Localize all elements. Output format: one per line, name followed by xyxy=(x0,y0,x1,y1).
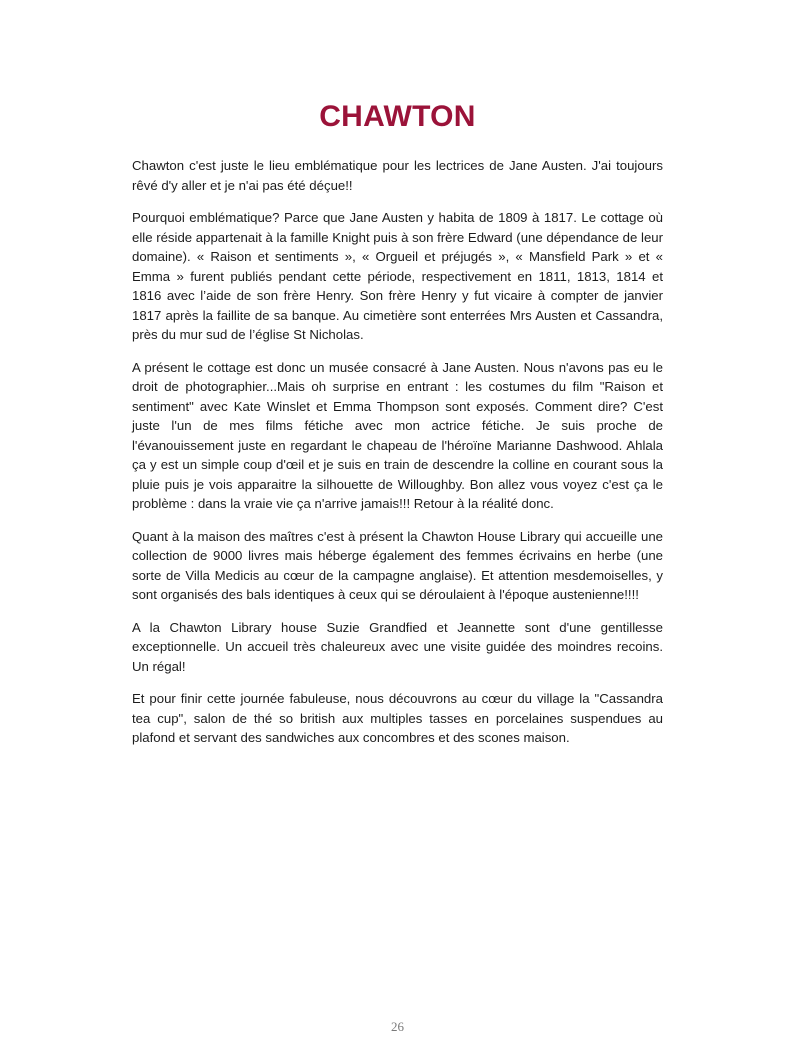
page-number: 26 xyxy=(391,1019,404,1034)
article-body xyxy=(132,156,663,761)
paragraph-tea-cup: Et pour finir cette journée fabuleuse, nous découvrons au cœur du village la "Cassandra tea cup", salon de thé so british aux multiples tasses en porcelaines suspendues au plafond et servant des sandwiches aux concombres et des scones maison. xyxy=(132,691,663,745)
paragraph-intro: Chawton c'est juste le lieu emblématique pour les lectrices de Jane Austen. J'ai toujours rêvé d'y aller et je n'ai pas été déçue!! xyxy=(132,158,663,193)
paragraph-house-library: Quant à la maison des maîtres c'est à présent la Chawton House Library qui accueille une collection de 9000 livres mais héberge également des femmes écrivains en herbe (une sorte de Villa Medicis au cœur de la campagne anglaise). Et attention mesdemoiselles, y sont organisés des bals identiques à ceux qui se déroulaient à l'époque austenienne!!!! xyxy=(132,528,663,602)
paragraph-history: Pourquoi emblématique? Parce que Jane Austen y habita de 1809 à 1817. Le cottage où elle réside appartenait à la famille Knight puis à son frère Edward (une dépendance de leur domaine). « Raison et sentiments », « Orgueil et préjugés », « Mansfield Park » et « Emma » furent publiés pendant cette période, respectivement en 1811, 1813, 1814 et 1816 avec l’aide de son frère Henry. Son frère Henry y fut vicaire à compter de janvier 1817 après la faillite de sa banque. Au cimetière sont enterrées Mrs Austen et Cassandra, près du mur sud de l’église St Nicholas. xyxy=(132,210,663,342)
paragraph-museum: A présent le cottage est donc un musée consacré à Jane Austen. Nous n'avons pas eu le droit de photographier...Mais oh surprise en entrant : les costumes du film "Raison et sentiment" avec Kate Winslet et Emma Thompson sont exposés. Comment dire? C'est juste l'un de mes films fétiche avec mon actrice fétiche. Je suis proche de l'évanouissement juste en regardant le chapeau de l'héroïne Marianne Dashwood. Ahlala ça y est un simple coup d'œil et je suis en train de descendre la colline en courant sous la pluie puis je vois apparaitre la silhouette de Willoughby. Bon allez vous voyez c'est ça le problème : dans la vraie vie ça n'arrive jamais!!! Retour à la réalité donc. xyxy=(132,359,663,511)
paragraph-welcome: A la Chawton Library house Suzie Grandfied et Jeannette sont d'une gentillesse exceptionnelle. Un accueil très chaleureux avec une visite guidée des moindres recoins. Un régal! xyxy=(132,619,663,674)
page-title: CHAWTON xyxy=(319,100,476,133)
